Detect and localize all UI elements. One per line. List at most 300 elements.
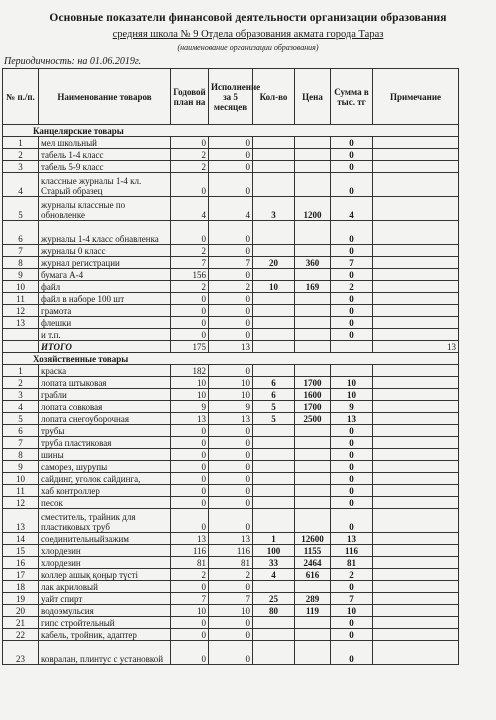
qty-value: 20 — [253, 257, 295, 269]
price-value: 119 — [295, 605, 331, 617]
table-row — [3, 461, 459, 473]
done-value: 0 — [209, 173, 253, 197]
section-title: Хозяйственные товары — [3, 353, 459, 365]
qty-value: 5 — [253, 413, 295, 425]
qty-value: 1 — [253, 533, 295, 545]
item-name: журналы 1-4 класс обнавленка — [39, 221, 171, 245]
table-row — [3, 365, 459, 377]
row-number: 10 — [3, 281, 39, 293]
table-row — [3, 413, 459, 425]
done-value: 10 — [209, 377, 253, 389]
table-row — [3, 293, 459, 305]
price-value — [295, 485, 331, 497]
qty-value — [253, 305, 295, 317]
plan-value: 116 — [171, 545, 209, 557]
qty-value — [253, 509, 295, 533]
price-value — [295, 581, 331, 593]
remark-cell — [373, 245, 459, 257]
plan-value: 0 — [171, 437, 209, 449]
done-value: 0 — [209, 365, 253, 377]
price-value — [295, 305, 331, 317]
qty-value — [253, 449, 295, 461]
done-value: 2 — [209, 569, 253, 581]
remark-cell — [373, 293, 459, 305]
qty-value — [253, 581, 295, 593]
qty-value — [253, 365, 295, 377]
row-number: 8 — [3, 257, 39, 269]
plan-value: 0 — [171, 317, 209, 329]
price-value — [295, 365, 331, 377]
done-value: 0 — [209, 305, 253, 317]
plan-value: 0 — [171, 485, 209, 497]
done-value: 0 — [209, 509, 253, 533]
item-name: лопата совковая — [39, 401, 171, 413]
row-number: 17 — [3, 569, 39, 581]
row-number: 6 — [3, 425, 39, 437]
plan-value: 7 — [171, 593, 209, 605]
price-value — [295, 473, 331, 485]
sum-value: 10 — [331, 605, 373, 617]
qty-value — [253, 149, 295, 161]
done-value: 0 — [209, 221, 253, 245]
price-value: 12600 — [295, 533, 331, 545]
row-number: 19 — [3, 593, 39, 605]
done-value: 81 — [209, 557, 253, 569]
total-sum: 13 — [373, 341, 459, 353]
done-value: 2 — [209, 281, 253, 293]
remark-cell — [373, 641, 459, 665]
sum-value: 0 — [331, 509, 373, 533]
sum-value: 0 — [331, 485, 373, 497]
table-row — [3, 617, 459, 629]
item-name: соединительныйзажим — [39, 533, 171, 545]
sum-value: 0 — [331, 173, 373, 197]
table-row — [3, 161, 459, 173]
remark-cell — [373, 173, 459, 197]
remark-cell — [373, 149, 459, 161]
row-number — [3, 329, 39, 341]
remark-cell — [373, 389, 459, 401]
sum-value: 0 — [331, 329, 373, 341]
item-name: коллер ашық қоңыр түсті — [39, 569, 171, 581]
sum-value: 4 — [331, 197, 373, 221]
remark-cell — [373, 437, 459, 449]
plan-value: 2 — [171, 245, 209, 257]
done-value: 0 — [209, 437, 253, 449]
plan-value: 0 — [171, 425, 209, 437]
table-row — [3, 581, 459, 593]
qty-value — [253, 497, 295, 509]
remark-cell — [373, 473, 459, 485]
qty-value — [253, 629, 295, 641]
plan-value: 0 — [171, 641, 209, 665]
row-number: 4 — [3, 401, 39, 413]
sum-value: 0 — [331, 317, 373, 329]
qty-value: 5 — [253, 401, 295, 413]
sum-value: 0 — [331, 149, 373, 161]
plan-value: 0 — [171, 293, 209, 305]
table-body — [3, 125, 459, 665]
done-value: 7 — [209, 593, 253, 605]
sum-value: 13 — [331, 533, 373, 545]
row-number: 4 — [3, 173, 39, 197]
remark-cell — [373, 161, 459, 173]
qty-value — [253, 461, 295, 473]
remark-cell — [373, 305, 459, 317]
remark-cell — [373, 569, 459, 581]
qty-value: 3 — [253, 197, 295, 221]
table-row — [3, 317, 459, 329]
done-value: 0 — [209, 473, 253, 485]
item-name: файл в наборе 100 шт — [39, 293, 171, 305]
item-name: лак акриловый — [39, 581, 171, 593]
organization-name-text: средняя школа № 9 Отдела образования акмата города Тараз — [112, 29, 384, 40]
table-row — [3, 557, 459, 569]
remark-cell — [373, 581, 459, 593]
row-number: 14 — [3, 533, 39, 545]
item-name: журнал регистрации — [39, 257, 171, 269]
qty-value — [253, 245, 295, 257]
qty-value: 33 — [253, 557, 295, 569]
plan-value: 0 — [171, 173, 209, 197]
table-row — [3, 377, 459, 389]
sum-value: 0 — [331, 161, 373, 173]
total-label: ИТОГО — [39, 341, 171, 353]
qty-value: 100 — [253, 545, 295, 557]
item-name: мел школьный — [39, 137, 171, 149]
plan-value: 10 — [171, 605, 209, 617]
item-name: хлордезин — [39, 545, 171, 557]
sum-value: 9 — [331, 401, 373, 413]
organization-name — [0, 29, 496, 40]
item-name: журналы классные по обновленке — [39, 197, 171, 221]
table-row — [3, 173, 459, 197]
item-name: хлордезин — [39, 557, 171, 569]
qty-value — [253, 293, 295, 305]
col-plan-header: Годовой план на — [171, 69, 209, 125]
row-number: 13 — [3, 317, 39, 329]
sum-value: 7 — [331, 257, 373, 269]
qty-value: 4 — [253, 569, 295, 581]
price-value — [295, 629, 331, 641]
sum-value: 2 — [331, 281, 373, 293]
price-value: 1700 — [295, 401, 331, 413]
price-value: 1200 — [295, 197, 331, 221]
plan-value: 10 — [171, 377, 209, 389]
remark-cell — [373, 533, 459, 545]
item-name: грабли — [39, 389, 171, 401]
plan-value: 0 — [171, 221, 209, 245]
plan-value: 0 — [171, 305, 209, 317]
plan-value: 2 — [171, 161, 209, 173]
sum-value: 0 — [331, 137, 373, 149]
remark-cell — [373, 557, 459, 569]
done-value: 4 — [209, 197, 253, 221]
item-name: ковралан, плинтус с установкой — [39, 641, 171, 665]
sum-value: 0 — [331, 437, 373, 449]
item-name: шины — [39, 449, 171, 461]
done-value: 10 — [209, 605, 253, 617]
total-plan: 175 — [171, 341, 209, 353]
remark-cell — [373, 377, 459, 389]
sum-value: 10 — [331, 389, 373, 401]
sum-value: 0 — [331, 473, 373, 485]
item-name: саморез, шурупы — [39, 461, 171, 473]
item-name: кабель, тройник, адаптер — [39, 629, 171, 641]
price-value: 169 — [295, 281, 331, 293]
col-num-header: № п./п. — [3, 69, 39, 125]
plan-value: 182 — [171, 365, 209, 377]
plan-value: 4 — [171, 197, 209, 221]
price-value — [295, 425, 331, 437]
qty-value — [253, 437, 295, 449]
table-row — [3, 605, 459, 617]
row-number: 15 — [3, 545, 39, 557]
table-row — [3, 509, 459, 533]
plan-value: 0 — [171, 509, 209, 533]
price-value: 2464 — [295, 557, 331, 569]
item-name: лопата штыковая — [39, 377, 171, 389]
remark-cell — [373, 425, 459, 437]
item-name: табель 5-9 класс — [39, 161, 171, 173]
plan-value: 2 — [171, 149, 209, 161]
sum-value: 0 — [331, 305, 373, 317]
table-row — [3, 197, 459, 221]
done-value: 0 — [209, 485, 253, 497]
price-value — [295, 449, 331, 461]
price-value: 1700 — [295, 377, 331, 389]
item-name: сайдинг, уголок сайдинга, — [39, 473, 171, 485]
plan-value: 0 — [171, 449, 209, 461]
section-header-row — [3, 125, 459, 137]
done-value: 0 — [209, 149, 253, 161]
remark-cell — [373, 317, 459, 329]
total-price — [295, 341, 331, 353]
col-qty-header: Кол-во — [253, 69, 295, 125]
sum-value: 0 — [331, 629, 373, 641]
sum-value: 2 — [331, 569, 373, 581]
table-row — [3, 221, 459, 245]
remark-cell — [373, 413, 459, 425]
qty-value — [253, 317, 295, 329]
price-value — [295, 461, 331, 473]
table-row — [3, 269, 459, 281]
price-value — [295, 641, 331, 665]
sum-value: 0 — [331, 221, 373, 245]
qty-value — [253, 221, 295, 245]
table-row — [3, 425, 459, 437]
item-name: гипс стройтельный — [39, 617, 171, 629]
done-value: 0 — [209, 317, 253, 329]
item-name: хаб контроллер — [39, 485, 171, 497]
col-sum-header: Сумма в тыс. тг — [331, 69, 373, 125]
done-value: 0 — [209, 161, 253, 173]
col-remark-header: Примечание — [373, 69, 459, 125]
sum-value: 0 — [331, 245, 373, 257]
done-value: 13 — [209, 413, 253, 425]
done-value: 0 — [209, 641, 253, 665]
plan-value: 9 — [171, 401, 209, 413]
sum-value: 0 — [331, 497, 373, 509]
col-done-header: Исполнение за 5 месяцев — [209, 69, 253, 125]
qty-value — [253, 425, 295, 437]
qty-value — [253, 137, 295, 149]
done-value: 116 — [209, 545, 253, 557]
plan-value: 13 — [171, 533, 209, 545]
plan-value: 0 — [171, 617, 209, 629]
price-value — [295, 437, 331, 449]
plan-value: 7 — [171, 257, 209, 269]
sum-value: 0 — [331, 269, 373, 281]
plan-value: 0 — [171, 473, 209, 485]
price-value — [295, 509, 331, 533]
plan-value: 0 — [171, 629, 209, 641]
plan-value: 0 — [171, 581, 209, 593]
sum-value: 0 — [331, 449, 373, 461]
done-value: 0 — [209, 293, 253, 305]
plan-value: 0 — [171, 497, 209, 509]
row-number: 6 — [3, 221, 39, 245]
price-value — [295, 293, 331, 305]
col-price-header: Цена — [295, 69, 331, 125]
table-row — [3, 257, 459, 269]
sum-value: 10 — [331, 377, 373, 389]
price-value — [295, 173, 331, 197]
price-value — [295, 317, 331, 329]
remark-cell — [373, 485, 459, 497]
row-number: 3 — [3, 161, 39, 173]
sum-value: 0 — [331, 617, 373, 629]
done-value: 0 — [209, 449, 253, 461]
remark-cell — [373, 401, 459, 413]
item-name: водоэмульсия — [39, 605, 171, 617]
remark-cell — [373, 281, 459, 293]
done-value: 0 — [209, 497, 253, 509]
row-number: 22 — [3, 629, 39, 641]
financial-table — [2, 68, 459, 665]
total-done: 13 — [209, 341, 253, 353]
table-row — [3, 137, 459, 149]
item-name: и т.п. — [39, 329, 171, 341]
table-row — [3, 149, 459, 161]
section-title: Канцелярские товары — [3, 125, 459, 137]
done-value: 0 — [209, 617, 253, 629]
price-value: 360 — [295, 257, 331, 269]
table-row — [3, 497, 459, 509]
price-value: 1600 — [295, 389, 331, 401]
organization-note: (наименование организации образования) — [177, 43, 319, 52]
row-number: 9 — [3, 269, 39, 281]
row-number: 3 — [3, 389, 39, 401]
item-name: классные журналы 1-4 кл. Старый образец — [39, 173, 171, 197]
table-row — [3, 629, 459, 641]
done-value: 0 — [209, 245, 253, 257]
sum-value: 81 — [331, 557, 373, 569]
item-name: краска — [39, 365, 171, 377]
row-number: 11 — [3, 485, 39, 497]
col-name-header: Наименование товаров — [39, 69, 171, 125]
price-value — [295, 245, 331, 257]
table-row — [3, 305, 459, 317]
remark-cell — [373, 449, 459, 461]
price-value — [295, 617, 331, 629]
table-row — [3, 533, 459, 545]
item-name: уайт спирт — [39, 593, 171, 605]
done-value: 10 — [209, 389, 253, 401]
plan-value: 2 — [171, 569, 209, 581]
done-value: 0 — [209, 629, 253, 641]
table-row — [3, 401, 459, 413]
row-number: 16 — [3, 557, 39, 569]
table-row — [3, 569, 459, 581]
table-row — [3, 245, 459, 257]
qty-value — [253, 269, 295, 281]
sum-value: 0 — [331, 461, 373, 473]
item-name: трубы — [39, 425, 171, 437]
price-value — [295, 137, 331, 149]
row-number: 10 — [3, 473, 39, 485]
qty-value: 6 — [253, 389, 295, 401]
item-name: флешки — [39, 317, 171, 329]
remark-cell — [373, 365, 459, 377]
table-row — [3, 473, 459, 485]
sum-value: 13 — [331, 413, 373, 425]
header-row — [3, 69, 459, 125]
table-row — [3, 389, 459, 401]
item-name: песок — [39, 497, 171, 509]
price-value — [295, 269, 331, 281]
row-number: 7 — [3, 245, 39, 257]
sum-value — [331, 365, 373, 377]
row-number: 8 — [3, 449, 39, 461]
qty-value — [253, 641, 295, 665]
qty-value — [253, 617, 295, 629]
qty-value: 6 — [253, 377, 295, 389]
qty-value: 25 — [253, 593, 295, 605]
table-row — [3, 593, 459, 605]
price-value — [295, 161, 331, 173]
remark-cell — [373, 509, 459, 533]
sum-value: 0 — [331, 581, 373, 593]
remark-cell — [373, 593, 459, 605]
remark-cell — [373, 617, 459, 629]
sum-value: 0 — [331, 641, 373, 665]
remark-cell — [373, 497, 459, 509]
plan-value: 0 — [171, 137, 209, 149]
total-qty — [253, 341, 295, 353]
item-name: табель 1-4 класс — [39, 149, 171, 161]
price-value: 2500 — [295, 413, 331, 425]
row-number: 1 — [3, 137, 39, 149]
table-row — [3, 449, 459, 461]
item-name: лопата снегоуборочная — [39, 413, 171, 425]
row-number: 21 — [3, 617, 39, 629]
done-value: 0 — [209, 581, 253, 593]
row-number: 9 — [3, 461, 39, 473]
remark-cell — [373, 137, 459, 149]
qty-value — [253, 161, 295, 173]
price-value — [295, 149, 331, 161]
plan-value: 13 — [171, 413, 209, 425]
qty-value: 10 — [253, 281, 295, 293]
remark-cell — [373, 221, 459, 245]
period-label: Периодичность: на 01.06.2019г. — [4, 56, 142, 67]
remark-cell — [373, 269, 459, 281]
row-number: 5 — [3, 413, 39, 425]
sum-value: 0 — [331, 425, 373, 437]
done-value: 0 — [209, 425, 253, 437]
row-number — [3, 341, 39, 353]
